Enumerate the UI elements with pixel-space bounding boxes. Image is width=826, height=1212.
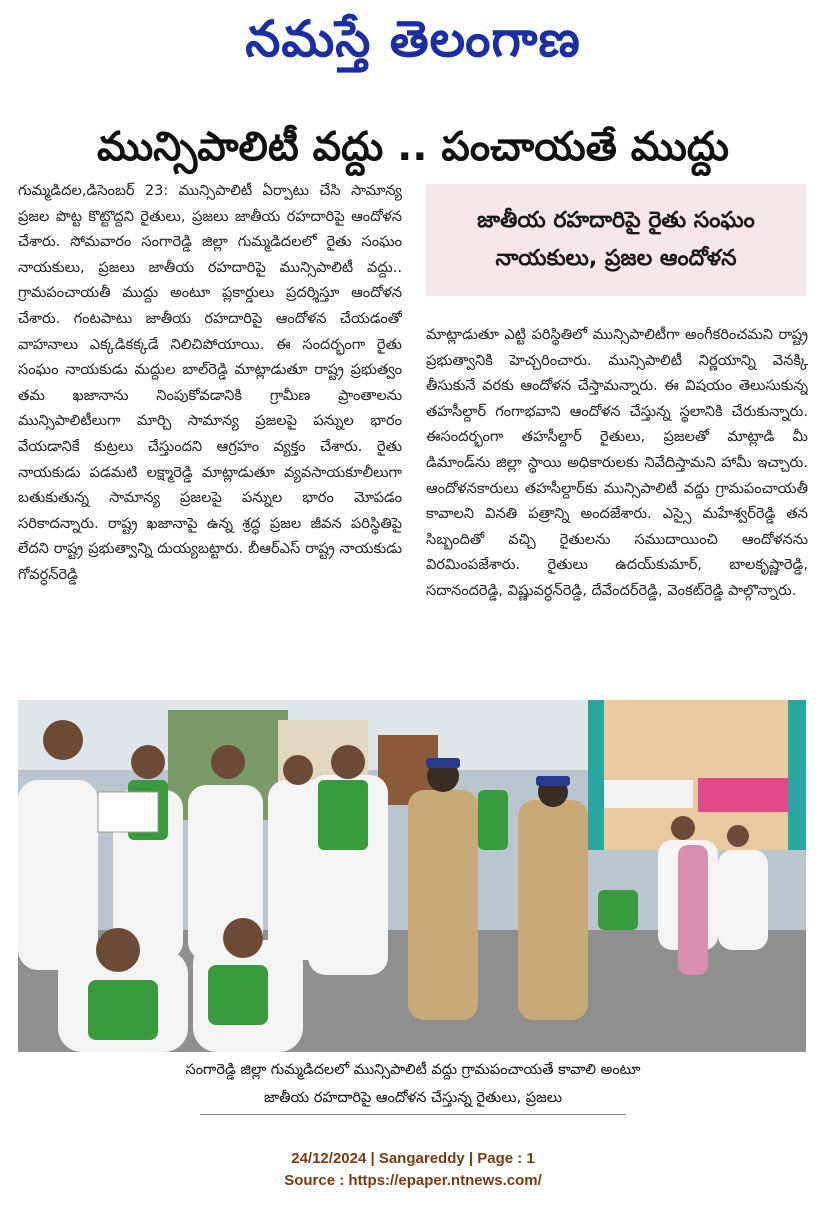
photo-caption-line-1: సంగారెడ్డి జిల్లా గుమ్మడిదలలో మున్సిపాలిటీ వద్దు గ్రామపంచాయతే కావాలి అంటూ: [185, 1062, 641, 1078]
footer-date-edition-page: 24/12/2024 | Sangareddy | Page : 1: [291, 1150, 535, 1167]
footer-source-link[interactable]: Source : https://epaper.ntnews.com/: [284, 1172, 542, 1189]
photo-caption-line-2: జాతీయ రహదారిపై ఆందోళన చేస్తున్న రైతులు, ప్రజలు: [264, 1090, 562, 1106]
article-body-left-column: [18, 178, 402, 688]
protest-photo: [18, 700, 806, 1052]
article-body-right-text: మాట్లాడుతూ ఎట్టి పరిస్థితిలో మున్సిపాలిటీగా అంగీకరించమని రాష్ట్ర ప్రభుత్వానికి హెచ్చరించారు. మున్సిపాలిటీ నిర్ణయాన్ని వెనక్కి తీసుకునే వరకు ఆందోళన చేస్తామన్నారు. ఈ విషయం తెలుసుకున్న తహసీల్దార్ గంగాభవాని ఆందోళన చేస్తున్న స్థలానికి చేరుకున్నారు. ఈసందర్భంగా తహసీల్దార్ రైతులు, ప్రజలతో మాట్లాడి మీ డిమాండ్‌ను జిల్లా స్థాయి అధికారులకు నివేదిస్తామని హామీ ఇచ్చారు. ఆందోళనకారులు తహసీల్దార్‌కు మున్సిపాలిటీ వద్దు గ్రామపంచాయతీ కావాలని వినతి పత్రాన్ని అందజేశారు. ఎస్సై మహేశ్వర్‌రెడ్డి తన సిబ్బందితో వచ్చి రైతులను సముదాయించి ఆందోళనను విరమింపజేశారు. రైతులు ఉదయ్‌కుమార్, బాలకృష్ణారెడ్డి, సదానందరెడ్డి, విష్ణువర్ధన్‌రెడ్డి, దేవేందర్‌రెడ్డి, వెంకట్‌రెడ్డి పాల్గొన్నారు.: [426, 326, 808, 599]
article-subheadline: జాతీయ రహదారిపై రైతు సంఘం నాయకులు, ప్రజల ఆందోళన: [477, 208, 755, 271]
newspaper-masthead: నమస్తే తెలంగాణ: [245, 9, 581, 68]
caption-underline: [200, 1114, 626, 1115]
article-headline: మున్సిపాలిటీ వద్దు .. పంచాయతే ముద్దు: [97, 124, 729, 170]
article-body-right-column: [426, 322, 808, 688]
article-subheadline-box: [426, 184, 806, 296]
page-footer: [0, 1148, 826, 1192]
protest-photo-illustration: [18, 700, 806, 1052]
photo-caption: [100, 1056, 726, 1112]
article-body-left-text: గుమ్మడిదల,డిసెంబర్ 23: మున్సిపాలిటీ ఏర్పాటు చేసి సామాన్య ప్రజల పొట్ట కొట్టొద్దని రైతులు, ప్రజలు జాతీయ రహదారిపై ఆందోళన చేశారు. సోమవారం సంగారెడ్డి జిల్లా గుమ్మడిదలలో రైతు సంఘం నాయకులు, ప్రజలు జాతీయ రహదారిపై మున్సిపాలిటీ వద్దు.. గ్రామపంచాయతీ ముద్దు అంటూ ప్లకార్డులు ప్రదర్శిస్తూ ఆందోళన చేశారు. గంటపాటు జాతీయ రహదారిపై ఆందోళన చేయడంతో వాహనాలు ఎక్కడికక్కడే నిలిచిపోయాయి. ఈ సందర్భంగా రైతు సంఘం నాయకుడు మద్దుల బాల్‌రెడ్డి మాట్లాడుతూ రాష్ట్ర ప్రభుత్వం తమ ఖజానాను నింపుకోవడానికి గ్రామీణ ప్రాంతాలను మున్సిపాలిటీలుగా మార్చి సామాన్య ప్రజలపై పన్నుల భారం వేయడానికే కుట్రలు చేస్తుందని ఆగ్రహం వ్యక్తం చేశారు. రైతు నాయకుడు పడమటి లక్ష్మారెడ్డి మాట్లాడుతూ వ్యవసాయకూలీలుగా బతుకుతున్న సామాన్య ప్రజలపై పన్నుల భారం మోపడం సరికాదన్నారు. రాష్ట్ర ఖజానాపై ఉన్న శ్రద్ధ ప్రజల జీవన పరిస్థితిపై లేదని రాష్ట్ర ప్రభుత్వాన్ని దుయ్యబట్టారు. బీఆర్‌ఎస్ రాష్ట్ర నాయకుడు గోవర్ధన్‌రెడ్డి: [18, 182, 402, 583]
